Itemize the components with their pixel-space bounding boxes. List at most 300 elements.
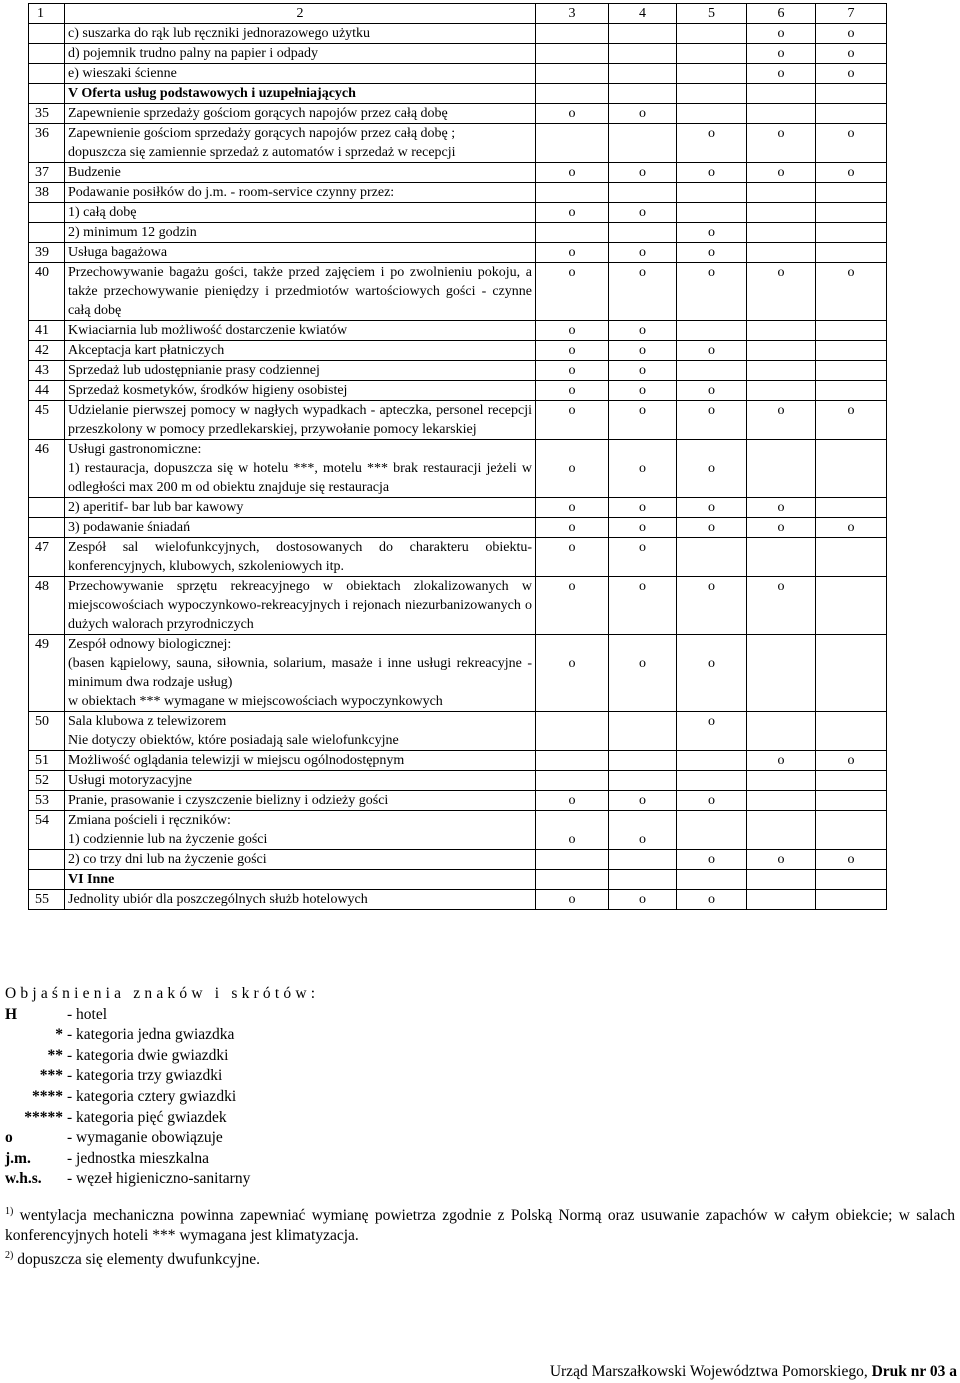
category-mark: [677, 538, 747, 577]
header-cell: 4: [609, 4, 677, 24]
category-mark: [609, 498, 677, 518]
table-row: [29, 440, 887, 498]
description-line: Pranie, prasowanie i czyszczenie bielizny i odzieży gości: [68, 793, 389, 808]
category-mark: [747, 811, 816, 850]
mark: o: [639, 793, 646, 808]
mark: o: [639, 106, 646, 121]
description-line: dopuszcza się zamiennie sprzedaż z automatów i sprzedaż w recepcji: [68, 145, 456, 160]
legend-definition: - jednostka mieszkalna: [67, 1149, 210, 1167]
row-description: [65, 751, 536, 771]
category-mark: [536, 24, 609, 44]
category-mark: [677, 163, 747, 183]
category-mark: [816, 635, 887, 712]
category-mark: [677, 577, 747, 635]
row-number: 51: [29, 751, 65, 771]
row-description: [65, 890, 536, 910]
category-mark: [816, 577, 887, 635]
category-mark: [677, 850, 747, 870]
category-mark: [677, 44, 747, 64]
table-row: [29, 163, 887, 183]
table-row: [29, 321, 887, 341]
category-mark: [816, 712, 887, 751]
row-description: [65, 518, 536, 538]
category-mark: [816, 223, 887, 243]
row-number: [29, 870, 65, 890]
mark: o: [777, 520, 785, 535]
row-description: [65, 381, 536, 401]
mark: o: [708, 245, 715, 260]
category-mark: [536, 183, 609, 203]
mark: o: [708, 225, 715, 240]
category-mark: [609, 341, 677, 361]
header-cell: 2: [65, 4, 536, 24]
category-mark: [536, 791, 609, 811]
category-mark: [677, 401, 747, 440]
mark: o: [708, 520, 715, 535]
legend-title: Objaśnienia znaków i skrótów:: [5, 985, 320, 1002]
category-mark: [747, 771, 816, 791]
mark: o: [568, 245, 576, 260]
category-mark: [747, 183, 816, 203]
mark: o: [639, 656, 646, 671]
footnote-2: $^{2)}$ dopuszcza się elementy dwufunkcyjne.: [5, 1250, 260, 1269]
mark: o: [568, 540, 576, 555]
category-mark: [816, 44, 887, 64]
category-mark: [816, 811, 887, 850]
row-number: 39: [29, 243, 65, 263]
category-mark: [536, 44, 609, 64]
description-line: 1) całą dobę: [68, 205, 137, 220]
mark: o: [639, 383, 646, 398]
legend-definition: - kategoria trzy gwiazdki: [67, 1067, 223, 1085]
description-line: (basen kąpielowy, sauna, siłownia, solarium, masaże i inne usługi rekreacyjne - minimum dwa rodzaje usług): [68, 656, 532, 690]
category-mark: [536, 850, 609, 870]
category-mark: [747, 850, 816, 870]
mark: o: [568, 403, 576, 418]
legend-item: [5, 1169, 319, 1190]
category-mark: [677, 104, 747, 124]
table-row: [29, 243, 887, 263]
mark: o: [777, 165, 785, 180]
header-row: [29, 4, 887, 24]
mark: o: [568, 363, 576, 378]
mark: o: [847, 126, 855, 141]
row-description: [65, 498, 536, 518]
category-mark: [747, 538, 816, 577]
category-mark: [609, 850, 677, 870]
description-line: Sprzedaż kosmetyków, środków higieny osobistej: [68, 383, 348, 398]
mark: o: [568, 323, 576, 338]
category-mark: [536, 124, 609, 163]
description-line: e) wieszaki ścienne: [68, 66, 177, 81]
mark: o: [568, 793, 576, 808]
table-row: [29, 751, 887, 771]
table-row: [29, 104, 887, 124]
mark: o: [847, 265, 855, 280]
table-row: [29, 577, 887, 635]
legend-item: [5, 1025, 319, 1046]
mark: o: [708, 165, 715, 180]
table-row: [29, 263, 887, 321]
row-number: 45: [29, 401, 65, 440]
legend-symbol: H: [5, 1005, 18, 1023]
mark: o: [568, 520, 576, 535]
category-mark: [609, 381, 677, 401]
description-line: Zespół odnowy biologicznej:: [68, 637, 232, 652]
category-mark: [816, 361, 887, 381]
category-mark: [536, 104, 609, 124]
table-row: [29, 203, 887, 223]
row-number: 53: [29, 791, 65, 811]
category-mark: [677, 321, 747, 341]
mark: o: [639, 461, 646, 476]
mark: o: [639, 500, 646, 515]
mark: o: [708, 403, 715, 418]
spacer: [747, 440, 815, 459]
row-description: [65, 361, 536, 381]
category-mark: [536, 84, 609, 104]
category-mark: [609, 203, 677, 223]
legend-symbol: *****: [24, 1108, 63, 1126]
row-description: [65, 24, 536, 44]
category-mark: [816, 401, 887, 440]
category-mark: [609, 890, 677, 910]
row-description: [65, 124, 536, 163]
row-number: 48: [29, 577, 65, 635]
legend-definition: - kategoria pięć gwiazdek: [67, 1108, 227, 1126]
legend-item: [5, 1005, 319, 1026]
row-number: 35: [29, 104, 65, 124]
description-line: Kwiaciarnia lub możliwość dostarczenie kwiatów: [68, 323, 348, 338]
row-description: [65, 84, 536, 104]
mark: o: [708, 714, 715, 729]
category-mark: [816, 163, 887, 183]
row-description: [65, 44, 536, 64]
category-mark: [747, 341, 816, 361]
category-mark: [536, 771, 609, 791]
mark: o: [568, 832, 576, 847]
row-number: 37: [29, 163, 65, 183]
legend-item: [5, 1108, 319, 1129]
row-number: 43: [29, 361, 65, 381]
legend-symbol: o: [5, 1129, 13, 1147]
row-description: [65, 203, 536, 223]
description-line: Zespół sal wielofunkcyjnych, dostosowanych do charakteru obiektu-konferencyjnych, klubowych, szkoleniowych itp.: [68, 540, 532, 574]
category-mark: [816, 771, 887, 791]
description-line: Akceptacja kart płatniczych: [68, 343, 225, 358]
row-description: [65, 223, 536, 243]
row-number: 49: [29, 635, 65, 712]
mark: o: [708, 461, 715, 476]
table-row: [29, 712, 887, 751]
mark: o: [777, 26, 785, 41]
category-mark: [747, 381, 816, 401]
row-description: [65, 341, 536, 361]
description-line: Podawanie posiłków do j.m. - room-service czynny przez:: [68, 185, 395, 200]
category-mark: [816, 751, 887, 771]
table-row: [29, 791, 887, 811]
row-description: [65, 791, 536, 811]
mark: o: [708, 892, 715, 907]
mark: o: [777, 66, 785, 81]
category-mark: [536, 577, 609, 635]
category-mark: [816, 124, 887, 163]
category-mark: [677, 24, 747, 44]
spacer: [816, 440, 886, 459]
spacer: [536, 635, 608, 654]
category-mark: [816, 518, 887, 538]
legend-symbol: w.h.s.: [5, 1170, 42, 1188]
category-mark: [536, 518, 609, 538]
category-mark: [609, 223, 677, 243]
description-line: Budzenie: [68, 165, 121, 180]
row-description: [65, 870, 536, 890]
table-row: [29, 64, 887, 84]
category-mark: [536, 635, 609, 712]
legend-item: [5, 1087, 319, 1108]
page-footer: Urząd Marszałkowski Województwa Pomorskiego, Druk nr 03 a: [549, 1363, 957, 1380]
description-line: Sala klubowa z telewizorem: [68, 714, 227, 729]
legend-item: [5, 1149, 319, 1170]
category-mark: [677, 635, 747, 712]
category-mark: [816, 498, 887, 518]
description-line: Jednolity ubiór dla poszczególnych służb hotelowych: [68, 892, 368, 907]
mark: o: [639, 892, 646, 907]
category-mark: [536, 712, 609, 751]
mark: o: [639, 245, 646, 260]
description-line: Nie dotyczy obiektów, które posiadają sale wielofunkcyjne: [68, 733, 399, 748]
category-mark: [677, 243, 747, 263]
mark: o: [568, 265, 576, 280]
spacer: [816, 811, 886, 830]
category-mark: [609, 361, 677, 381]
spacer: [536, 811, 608, 830]
mark: o: [639, 323, 646, 338]
mark: o: [639, 265, 646, 280]
row-description: [65, 163, 536, 183]
category-mark: [816, 64, 887, 84]
spacer: [536, 440, 608, 459]
mark: o: [568, 500, 576, 515]
category-mark: [536, 870, 609, 890]
category-mark: [816, 538, 887, 577]
category-mark: [747, 84, 816, 104]
mark: o: [777, 403, 785, 418]
row-description: [65, 440, 536, 498]
description-line: V Oferta usług podstawowych i uzupełniających: [68, 86, 356, 101]
category-mark: [747, 263, 816, 321]
table-row: [29, 223, 887, 243]
mark: o: [708, 343, 715, 358]
category-mark: [609, 104, 677, 124]
description-line: Zapewnienie sprzedaży gościom gorących napojów przez całą dobę: [68, 106, 448, 121]
legend-item: [5, 1066, 319, 1087]
category-mark: [609, 751, 677, 771]
category-mark: [747, 44, 816, 64]
category-mark: [609, 518, 677, 538]
mark: o: [708, 500, 715, 515]
row-number: [29, 203, 65, 223]
legend: [5, 984, 319, 1190]
description-line: 2) minimum 12 godzin: [68, 225, 197, 240]
category-mark: [747, 203, 816, 223]
mark: o: [777, 265, 785, 280]
category-mark: [747, 712, 816, 751]
category-mark: [677, 440, 747, 498]
row-number: 36: [29, 124, 65, 163]
mark: o: [708, 579, 715, 594]
row-number: 50: [29, 712, 65, 751]
row-description: [65, 243, 536, 263]
category-mark: [747, 64, 816, 84]
description-line: 2) co trzy dni lub na życzenie gości: [68, 852, 267, 867]
description-line: Zmiana pościeli i ręczników:: [68, 813, 231, 828]
category-mark: [677, 341, 747, 361]
table-row: [29, 498, 887, 518]
category-mark: [747, 577, 816, 635]
category-mark: [747, 24, 816, 44]
category-mark: [536, 538, 609, 577]
category-mark: [747, 635, 816, 712]
category-mark: [536, 361, 609, 381]
description-line: 3) podawanie śniadań: [68, 520, 191, 535]
row-number: [29, 850, 65, 870]
table-row: [29, 401, 887, 440]
category-mark: [677, 498, 747, 518]
mark: o: [568, 165, 576, 180]
spacer: [677, 635, 746, 654]
category-mark: [536, 341, 609, 361]
category-mark: [816, 381, 887, 401]
mark: o: [847, 26, 855, 41]
header-cell: 1: [29, 4, 65, 24]
description-line: 1) restauracja, dopuszcza się w hotelu ***, motelu *** brak restauracji jeżeli w odległości max 200 m od obiektu znajduje się restauracja: [68, 461, 532, 495]
table-row: [29, 183, 887, 203]
mark: o: [639, 403, 646, 418]
category-mark: [609, 64, 677, 84]
legend-definition: - kategoria dwie gwiazdki: [67, 1046, 229, 1064]
category-mark: [677, 361, 747, 381]
category-mark: [677, 771, 747, 791]
mark: o: [568, 461, 576, 476]
row-description: [65, 401, 536, 440]
description-line: Udzielanie pierwszej pomocy w nagłych wypadkach - apteczka, personel recepcji przeszkolony w pomocy przedlekarskiej, przywołanie pomocy lekarskiej: [68, 403, 532, 437]
category-mark: [536, 381, 609, 401]
category-mark: [609, 791, 677, 811]
category-mark: [536, 64, 609, 84]
category-mark: [609, 263, 677, 321]
category-mark: [677, 381, 747, 401]
spacer: [677, 811, 746, 830]
row-description: [65, 811, 536, 850]
row-number: 40: [29, 263, 65, 321]
mark: o: [777, 753, 785, 768]
legend-definition: - kategoria cztery gwiazdki: [67, 1087, 237, 1105]
category-mark: [536, 163, 609, 183]
legend-symbol: **: [47, 1046, 63, 1064]
category-mark: [816, 850, 887, 870]
category-mark: [747, 104, 816, 124]
category-mark: [747, 751, 816, 771]
mark: o: [847, 66, 855, 81]
category-mark: [747, 124, 816, 163]
row-description: [65, 321, 536, 341]
mark: o: [568, 106, 576, 121]
category-mark: [609, 870, 677, 890]
legend-symbol: *: [55, 1026, 63, 1044]
description-line: d) pojemnik trudno palny na papier i odpady: [68, 46, 318, 61]
category-mark: [677, 811, 747, 850]
table-row: [29, 518, 887, 538]
mark: o: [639, 363, 646, 378]
row-number: 55: [29, 890, 65, 910]
category-mark: [536, 751, 609, 771]
row-description: [65, 850, 536, 870]
spacer: [609, 635, 676, 654]
row-number: [29, 223, 65, 243]
category-mark: [677, 712, 747, 751]
category-mark: [816, 243, 887, 263]
description-line: 1) codziennie lub na życzenie gości: [68, 832, 268, 847]
row-number: 54: [29, 811, 65, 850]
category-mark: [816, 203, 887, 223]
mark: o: [847, 165, 855, 180]
legend-definition: - wymaganie obowiązuje: [67, 1129, 223, 1147]
description-line: Przechowywanie bagażu gości, także przed zajęciem i po zwolnieniu pokoju, a także przechowywanie pieniędzy i przedmiotów wartościowych gości - czynne całą dobę: [68, 265, 532, 318]
mark: o: [777, 500, 785, 515]
footnotes: [5, 1202, 955, 1270]
spacer: [816, 635, 886, 654]
category-mark: [816, 321, 887, 341]
mark: o: [639, 540, 646, 555]
category-mark: [816, 104, 887, 124]
category-mark: [747, 223, 816, 243]
category-mark: [747, 498, 816, 518]
category-mark: [747, 321, 816, 341]
row-number: [29, 64, 65, 84]
row-number: 38: [29, 183, 65, 203]
category-mark: [609, 124, 677, 163]
mark: o: [568, 383, 576, 398]
category-mark: [816, 341, 887, 361]
category-mark: [816, 791, 887, 811]
category-mark: [609, 44, 677, 64]
category-mark: [536, 243, 609, 263]
category-mark: [609, 401, 677, 440]
row-number: 46: [29, 440, 65, 498]
legend-item: [5, 1128, 319, 1149]
footnote-1: $^{1)}$ wentylacja mechaniczna powinna zapewniać wymianę powietrza zgodnie z Polską Normą oraz usuwanie zapachów w całym obiekcie; w salach konferencyjnych hoteli *** wymagana jest klimatyzacja.: [5, 1206, 955, 1245]
table-row: [29, 870, 887, 890]
category-mark: [609, 771, 677, 791]
category-mark: [816, 870, 887, 890]
mark: o: [777, 579, 785, 594]
table-row: [29, 124, 887, 163]
category-mark: [609, 163, 677, 183]
table-row: [29, 361, 887, 381]
mark: o: [639, 520, 646, 535]
category-mark: [609, 635, 677, 712]
category-mark: [747, 361, 816, 381]
category-mark: [816, 890, 887, 910]
category-mark: [747, 440, 816, 498]
category-mark: [816, 263, 887, 321]
mark: o: [639, 343, 646, 358]
category-mark: [677, 263, 747, 321]
legend-definition: - węzeł higieniczno-sanitarny: [67, 1170, 251, 1188]
legend-symbol: ****: [32, 1087, 63, 1105]
row-number: [29, 518, 65, 538]
